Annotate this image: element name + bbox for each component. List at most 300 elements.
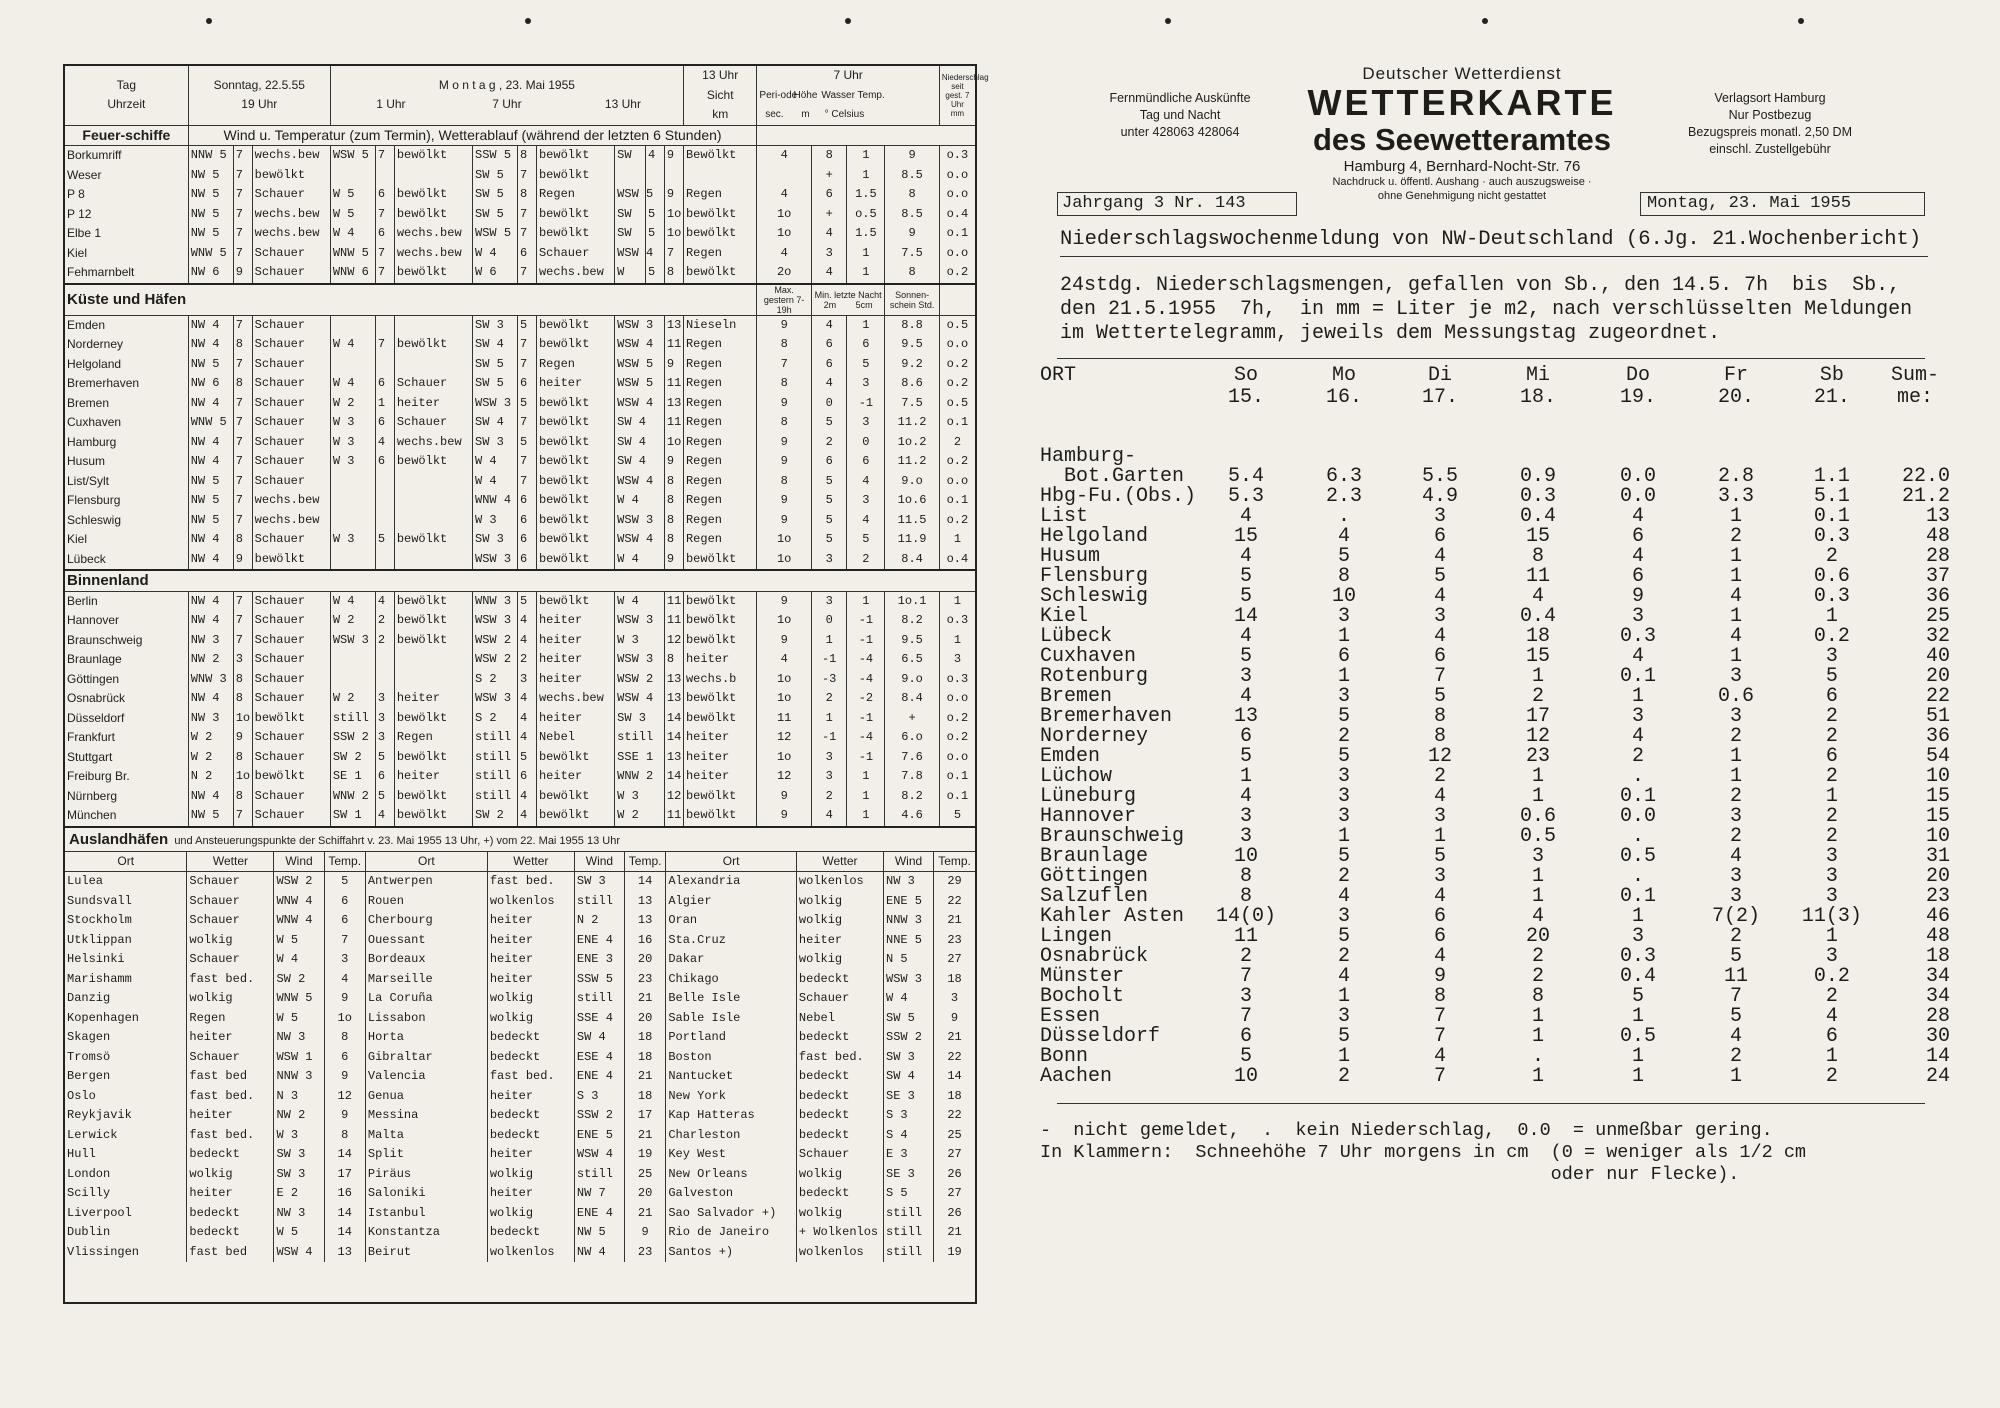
cell: 7 — [233, 394, 252, 414]
cell: Regen — [683, 335, 756, 355]
cell: still — [615, 728, 665, 748]
cell: WSW 2 — [615, 670, 665, 690]
cell: 8 — [885, 263, 939, 284]
port-name: Skagen — [65, 1028, 187, 1048]
cell: 5 — [1338, 745, 1351, 768]
cell: 3 — [811, 244, 847, 264]
cell: WNW 3 — [473, 591, 518, 611]
cell: 1 — [953, 532, 962, 546]
port-name: Valencia — [365, 1067, 487, 1087]
port-name: Scilly — [65, 1184, 187, 1204]
cell: 2 — [811, 689, 847, 709]
cell: 12 — [1427, 745, 1452, 768]
cell: N 2 — [188, 767, 233, 787]
cell — [375, 491, 394, 511]
station-name: Osnabrück — [1040, 945, 1149, 968]
cell: heiter — [536, 631, 614, 651]
cell: wolkig — [487, 1009, 574, 1029]
port-name: Reykjavik — [65, 1106, 187, 1126]
cell: 9 — [664, 550, 683, 571]
cell: 1 — [1531, 1025, 1544, 1048]
cell: -1 — [847, 748, 885, 768]
punch-hole — [1482, 18, 1488, 24]
port-name: Beirut — [365, 1243, 487, 1263]
station-name: Düsseldorf — [1040, 1025, 1161, 1048]
table-row — [65, 1243, 975, 1263]
cell: bewölkt — [536, 315, 614, 335]
cell — [375, 472, 394, 492]
cell: o.1 — [946, 788, 969, 803]
cell: + Wolkenlos — [796, 1223, 883, 1243]
cell: 26 — [947, 1166, 962, 1181]
cell: SW 3 — [884, 1048, 934, 1068]
column-header: Wind — [274, 852, 324, 872]
cell: 3 — [1433, 605, 1446, 628]
cell: 6.3 — [1326, 465, 1363, 488]
port-name: Oslo — [65, 1087, 187, 1107]
cell: fast bed. — [487, 1067, 574, 1087]
cell: W 4 — [473, 472, 518, 492]
spacer — [1040, 409, 1950, 447]
header-sonntag: Sonntag, 22.5.55 19 Uhr — [188, 66, 330, 125]
cell: 5 — [1240, 565, 1253, 588]
table-row — [1040, 467, 1950, 487]
cell: 7 — [518, 355, 537, 375]
cell: WSW 5 — [473, 224, 518, 244]
port-name: Bordeaux — [365, 950, 487, 970]
cell — [330, 315, 375, 335]
cell: 2 — [1729, 825, 1742, 848]
cell: 1o — [757, 748, 811, 768]
cell: 8 — [324, 1126, 365, 1146]
cell: 13 — [1234, 705, 1259, 728]
cell: 2 — [1729, 925, 1742, 948]
cell: 8 — [233, 374, 252, 394]
cell: heiter — [187, 1028, 274, 1048]
table-row — [65, 911, 975, 931]
cell: 9 — [664, 452, 683, 472]
table-row — [65, 728, 975, 748]
cell: SW 5 — [473, 355, 518, 375]
cell: SW 3 — [615, 709, 665, 729]
cell: 5.5 — [1421, 465, 1458, 488]
cell: bedeckt — [487, 1106, 574, 1126]
table-row — [65, 631, 975, 651]
cell: 10 — [1234, 845, 1259, 868]
cell: 14 — [324, 1204, 365, 1224]
table-row — [1040, 687, 1950, 707]
cell: 6 — [375, 767, 394, 787]
cell: 7 — [1433, 1005, 1446, 1028]
cell: o.o — [946, 473, 969, 488]
cell: 8 — [664, 472, 683, 492]
cell: NNW 3 — [884, 911, 934, 931]
cell: ENE 5 — [574, 1126, 624, 1146]
column-header: Wind — [574, 852, 624, 872]
cell: + — [885, 709, 939, 729]
cell: Nebel — [536, 728, 614, 748]
cell: still — [574, 1165, 624, 1185]
station-name: Helgoland — [65, 355, 188, 375]
cell: . — [1531, 1045, 1544, 1068]
cell: 0.3 — [1813, 525, 1850, 548]
cell: Schauer — [252, 689, 330, 709]
cell: 3 — [1240, 665, 1253, 688]
cell: bewölkt — [252, 166, 330, 186]
cell — [330, 166, 375, 186]
cell: 6 — [847, 452, 885, 472]
cell: 7 — [1240, 1005, 1253, 1028]
cell: 11 — [664, 611, 683, 631]
cell: 9 — [664, 355, 683, 375]
cell: 0 — [811, 611, 847, 631]
cell: Schauer — [252, 315, 330, 335]
cell: W 3 — [615, 787, 665, 807]
cell: 14 — [664, 728, 683, 748]
cell: fast bed. — [796, 1048, 883, 1068]
cell: E 2 — [274, 1184, 324, 1204]
port-name: Helsinki — [65, 950, 187, 970]
table-row — [1040, 487, 1950, 507]
cell: 5 — [811, 413, 847, 433]
cell: 22.0 — [1901, 465, 1950, 488]
cell: NW 4 — [188, 335, 233, 355]
cell: 2 — [1729, 525, 1742, 548]
table-row — [1040, 1067, 1950, 1087]
column-header: Do — [1625, 364, 1650, 387]
cell: 9 — [757, 631, 811, 651]
issue-date: Montag, 23. Mai 1955 — [1640, 192, 1925, 216]
station-name: Helgoland — [1040, 525, 1149, 548]
cell: SW 3 — [473, 433, 518, 453]
cell: 8 — [1531, 985, 1544, 1008]
cell: 22 — [947, 1108, 962, 1122]
cell: 4 — [847, 511, 885, 531]
cell: 0.1 — [1619, 785, 1656, 808]
table-row — [65, 1165, 975, 1185]
cell: wechs.bew — [394, 224, 472, 244]
cell: W 4 — [330, 335, 375, 355]
cell: 3 — [1338, 805, 1351, 828]
cell: 4 — [1729, 845, 1742, 868]
cell: o.2 — [946, 376, 969, 390]
cell: 15 — [1234, 525, 1259, 548]
cell: 11 — [1234, 925, 1259, 948]
table-row — [65, 806, 975, 826]
station-name: Flensburg — [1040, 565, 1149, 588]
cell: 4 — [518, 787, 537, 807]
cell: 4 — [1433, 545, 1446, 568]
cell: bewölkt — [394, 263, 472, 284]
cell: 1 — [953, 593, 962, 608]
precipitation-table — [1040, 365, 1950, 1087]
cell: 2 — [847, 550, 885, 571]
cell: 3 — [518, 670, 537, 690]
cell: 2 — [1825, 1065, 1838, 1088]
cell: fast bed. — [187, 1126, 274, 1146]
cell: wechs.b — [683, 670, 756, 690]
cell: 8 — [233, 530, 252, 550]
cell: 7 — [664, 244, 683, 264]
cell: 6 — [1825, 685, 1838, 708]
masthead — [1030, 60, 1950, 202]
cell: heiter — [683, 650, 756, 670]
column-header: Fr — [1723, 364, 1748, 387]
cell: W 4 — [274, 950, 324, 970]
port-name: Sundsvall — [65, 892, 187, 912]
cell: -4 — [847, 728, 885, 748]
cell: heiter — [796, 931, 883, 951]
cell: 16 — [624, 931, 665, 951]
station-name: Bot.Garten — [1040, 465, 1185, 488]
cell: 1 — [1825, 925, 1838, 948]
cell: still — [473, 767, 518, 787]
cell: 0 — [847, 433, 885, 453]
cell: 3 — [1825, 645, 1838, 668]
cell: 27 — [947, 1186, 962, 1200]
table-row — [65, 146, 975, 166]
cell: 0.0 — [1619, 805, 1656, 828]
cell: o.o — [946, 691, 969, 705]
cell: still — [574, 989, 624, 1009]
table-row — [65, 1106, 975, 1126]
port-name: Genua — [365, 1087, 487, 1107]
cell: 14 — [324, 1223, 365, 1243]
header-13uhr: 13 Uhr Sicht km — [683, 66, 756, 125]
cell: 23 — [624, 1243, 665, 1263]
cell: 1 — [1531, 885, 1544, 908]
cell: bewölkt — [536, 413, 614, 433]
column-header: Temp. — [624, 852, 665, 872]
cell: WSW 2 — [473, 650, 518, 670]
cell: 9 — [757, 591, 811, 611]
cell: 0.5 — [1619, 845, 1656, 868]
cell: 7 — [233, 472, 252, 492]
cell: wolkig — [796, 950, 883, 970]
column-header: 21. — [1813, 386, 1850, 409]
cell: WSW 3 — [330, 631, 375, 651]
port-name: Chikago — [666, 970, 797, 990]
port-name: Vlissingen — [65, 1243, 187, 1263]
cell: WSW 5 — [615, 374, 665, 394]
issue-bar — [1057, 192, 1925, 218]
cell: WSW 4 — [615, 335, 665, 355]
cell: bewölkt — [536, 394, 614, 414]
report-intro: 24stdg. Niederschlagsmengen, gefallen von Sb., den 14.5. 7h bis Sb., den 21.5.1955 7h, in mm = Liter je m2, nach verschlüsselten Meldungen im Wettertelegramm, jeweils dem Messungstag zugeordnet. — [1060, 274, 1913, 345]
newspaper-subtitle: des Seewetteramtes — [1312, 122, 1612, 157]
cell: 8 — [811, 146, 847, 166]
cell: 9 — [233, 550, 252, 571]
cell: 28 — [1925, 545, 1950, 568]
cell: NW 3 — [188, 709, 233, 729]
cell: S 4 — [884, 1126, 934, 1146]
cell: 5 — [375, 748, 394, 768]
cell: 1 — [1531, 785, 1544, 808]
port-name: Portland — [666, 1028, 797, 1048]
table-row — [65, 491, 975, 511]
cell: heiter — [487, 970, 574, 990]
punch-hole — [1165, 18, 1171, 24]
cell: Schauer — [252, 433, 330, 453]
cell: wolkig — [187, 1165, 274, 1185]
cell: ENE 3 — [574, 950, 624, 970]
cell: 4 — [811, 374, 847, 394]
cell: 1 — [953, 632, 962, 647]
cell: 1 — [1531, 865, 1544, 888]
cell: bewölkt — [394, 335, 472, 355]
cell: 3 — [1631, 605, 1644, 628]
cell: Schauer — [394, 413, 472, 433]
cell: wolkenlos — [487, 1243, 574, 1263]
cell: 34 — [1925, 985, 1950, 1008]
cell: 14 — [947, 1069, 962, 1083]
header-tag: Tag Uhrzeit — [65, 66, 188, 125]
port-name: Utklippan — [65, 931, 187, 951]
cell: 7 — [375, 263, 394, 284]
table-row — [65, 1184, 975, 1204]
cell: 8 — [1433, 705, 1446, 728]
cell: W 2 — [615, 806, 665, 826]
cell: 8 — [233, 748, 252, 768]
cell: 1 — [1729, 1065, 1742, 1088]
port-name: Gibraltar — [365, 1048, 487, 1068]
cell: heiter — [487, 911, 574, 931]
cell: wolkig — [796, 1165, 883, 1185]
cell: 4 — [1729, 585, 1742, 608]
cell: 25 — [947, 1127, 962, 1142]
cell: Regen — [536, 185, 614, 205]
cell: WNW 6 — [330, 263, 375, 284]
cell: 8 — [233, 670, 252, 690]
cell: heiter — [683, 748, 756, 768]
cell: WNW 5 — [274, 989, 324, 1009]
cell: 1 — [847, 315, 885, 335]
cell: bedeckt — [796, 1067, 883, 1087]
cell: W 4 — [330, 591, 375, 611]
cell: + — [811, 166, 847, 186]
cell: 2 — [1825, 805, 1838, 828]
cell: 9 — [950, 1010, 959, 1025]
cell: 2 — [1825, 825, 1838, 848]
cell: Schauer — [796, 989, 883, 1009]
table-row — [65, 166, 975, 186]
cell: 3 — [1338, 605, 1351, 628]
issue-number: Jahrgang 3 Nr. 143 — [1057, 192, 1297, 216]
cell: 13 — [624, 892, 665, 912]
cell: 4 — [757, 146, 811, 166]
cell: N 3 — [274, 1087, 324, 1107]
cell: -1 — [847, 631, 885, 651]
cell: SSE 1 — [615, 748, 665, 768]
cell: still — [884, 1243, 934, 1263]
cell: 1 — [1729, 605, 1742, 628]
cell: 8 — [233, 787, 252, 807]
cell: 6 — [324, 892, 365, 912]
cell: 5 — [1240, 645, 1253, 668]
cell: 2 — [1825, 705, 1838, 728]
cell: o.2 — [946, 730, 969, 744]
cell: bewölkt — [394, 787, 472, 807]
station-name: Schleswig — [1040, 585, 1149, 608]
masthead-publisher-info: Verlagsort Hamburg Nur Postbezug Bezugspreis monatl. 2,50 DM einschl. Zustellgebühr — [1688, 91, 1852, 156]
cell: 3 — [953, 652, 962, 666]
cell: 5 — [1338, 845, 1351, 868]
table-row — [1040, 987, 1950, 1007]
cell: heiter — [536, 611, 614, 631]
cell: W 3 — [473, 511, 518, 531]
cell: NW 3 — [884, 872, 934, 892]
cell: 3 — [1631, 705, 1644, 728]
cell: Schauer — [394, 374, 472, 394]
port-name: Malta — [365, 1126, 487, 1146]
cell: S 3 — [574, 1087, 624, 1107]
cell: 1 — [847, 591, 885, 611]
cell: 4 — [375, 591, 394, 611]
cell: WSW 3 — [615, 650, 665, 670]
cell: 1 — [1729, 545, 1742, 568]
cell — [394, 550, 472, 571]
column-header: Ort — [365, 852, 487, 872]
cell: o.1 — [946, 415, 969, 429]
cell: wolkenlos — [487, 892, 574, 912]
table-row — [1040, 587, 1950, 607]
cell: WSW 5 — [615, 185, 646, 205]
cell: 4 — [847, 472, 885, 492]
cell: 4 — [1531, 905, 1544, 928]
cell: 48 — [1925, 925, 1950, 948]
cell: 8 — [1531, 545, 1544, 568]
cell: wolkenlos — [796, 1243, 883, 1263]
cell: W 3 — [615, 631, 665, 651]
feuerschiffe-rows — [65, 146, 975, 284]
cell: SW 4 — [884, 1067, 934, 1087]
station-name: Bremen — [65, 394, 188, 414]
cell: bewölkt — [394, 146, 472, 166]
cell — [757, 166, 811, 186]
cell: 5 — [1729, 1005, 1742, 1028]
cell: W 3 — [330, 433, 375, 453]
cell: o.5 — [847, 205, 885, 225]
cell: 4 — [1240, 625, 1253, 648]
port-name: Alexandria — [666, 872, 797, 892]
cell: wolkig — [796, 892, 883, 912]
cell: 4 — [1729, 625, 1742, 648]
cell: NW 4 — [188, 550, 233, 571]
cell — [394, 472, 472, 492]
observation-table — [63, 64, 989, 1304]
cell: 12 — [664, 631, 683, 651]
cell: 12 — [1525, 725, 1550, 748]
cell: 4 — [518, 806, 537, 826]
cell: 1o — [757, 550, 811, 571]
cell: -1 — [811, 728, 847, 748]
column-header: Temp. — [324, 852, 365, 872]
cell: SSW 5 — [574, 970, 624, 990]
cell: 3 — [1729, 865, 1742, 888]
table-row — [1040, 807, 1950, 827]
cell: -3 — [811, 670, 847, 690]
cell: 3 — [811, 767, 847, 787]
cell: wechs.bew — [394, 433, 472, 453]
port-name: Piräus — [365, 1165, 487, 1185]
cell: 3 — [1825, 845, 1838, 868]
cell: 13 — [664, 748, 683, 768]
column-header: me: — [1896, 386, 1933, 409]
cell: 7 — [518, 263, 537, 284]
station-name: Freiburg Br. — [65, 767, 188, 787]
cell: heiter — [536, 709, 614, 729]
cell: Bewölkt — [683, 146, 756, 166]
